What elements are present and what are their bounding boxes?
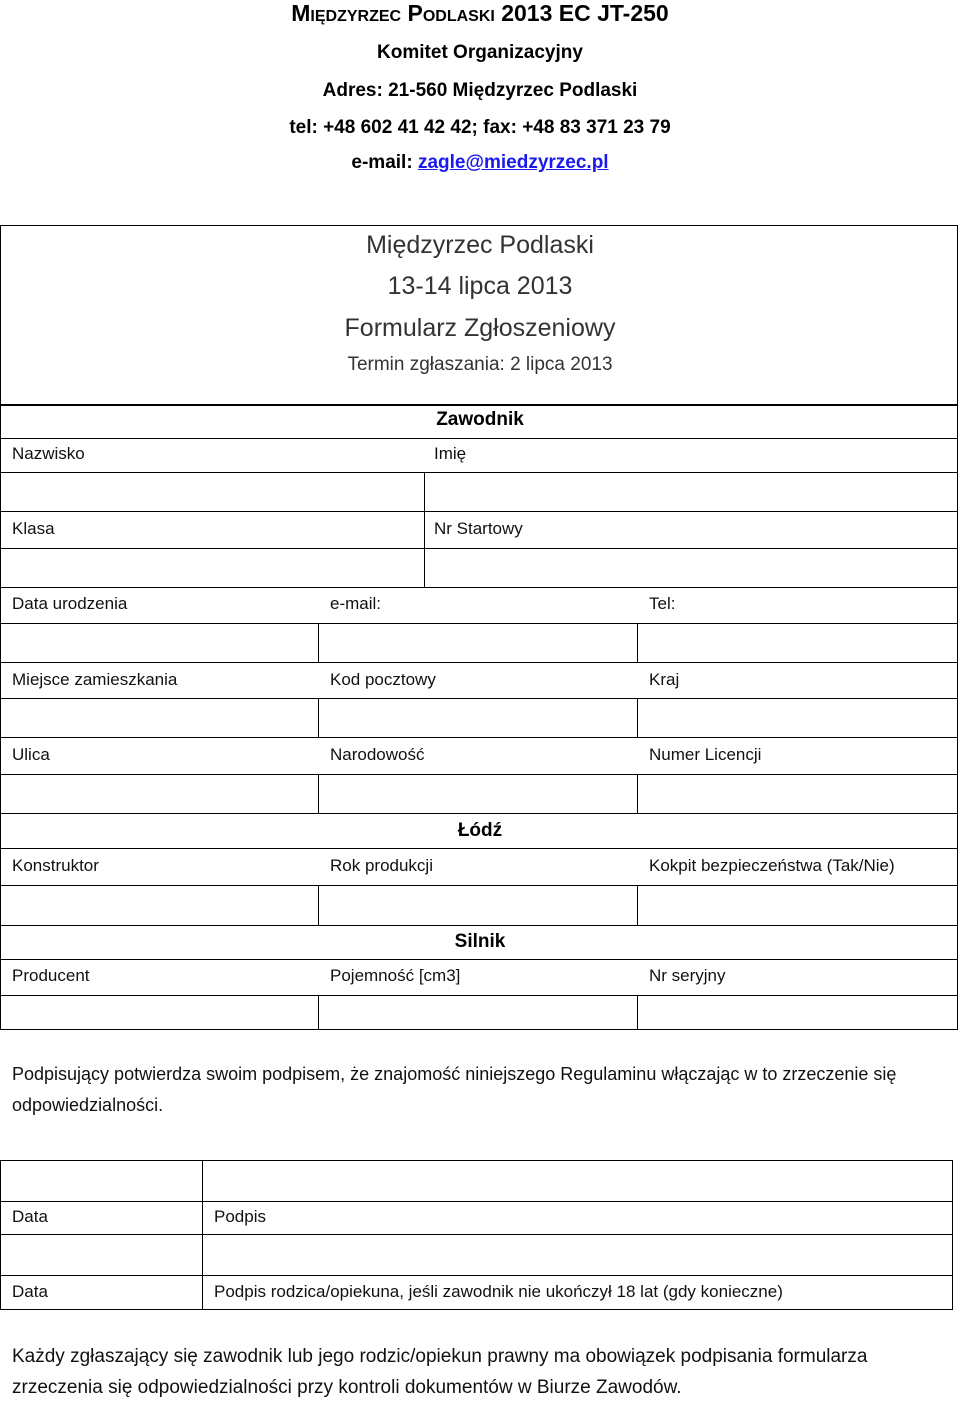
signature-label: Podpis <box>214 1207 266 1226</box>
event-title-rest: 2013 EC JT-250 <box>494 0 669 26</box>
input-first-name[interactable] <box>425 473 957 510</box>
field-production-year-label: Rok produkcji <box>330 856 433 875</box>
form-title: Formularz Zgłoszeniowy <box>344 314 616 342</box>
field-street-label: Ulica <box>12 745 50 764</box>
organizing-committee: Komitet Organizacyjny <box>377 42 583 63</box>
input-country[interactable] <box>638 699 957 736</box>
input-street[interactable] <box>1 775 317 812</box>
field-capacity-label: Pojemność [cm3] <box>330 966 461 985</box>
event-title <box>0 0 960 26</box>
input-class[interactable] <box>1 549 423 586</box>
input-email[interactable] <box>319 624 636 661</box>
field-producer-label: Producent <box>12 966 90 985</box>
event-title-part2: odlaski <box>422 0 495 26</box>
input-postal-code[interactable] <box>319 699 636 736</box>
field-start-number-label: Nr Startowy <box>434 519 523 538</box>
section-engine: Silnik <box>454 931 506 952</box>
form-dates: 13-14 lipca 2013 <box>387 272 573 300</box>
event-title-part1: iędzyrzec <box>310 0 402 26</box>
input-serial-number[interactable] <box>638 996 957 1029</box>
section-competitor: Zawodnik <box>436 409 524 430</box>
field-surname-label: Nazwisko <box>12 444 85 463</box>
field-serial-number-label: Nr seryjny <box>649 966 726 985</box>
input-safety-cockpit[interactable] <box>638 886 957 924</box>
section-boat: Łódź <box>457 820 503 841</box>
input-nationality[interactable] <box>319 775 636 812</box>
input-producer[interactable] <box>1 996 317 1029</box>
field-email-label: e-mail: <box>330 594 382 613</box>
field-class-label: Klasa <box>12 519 55 538</box>
field-postal-code-label: Kod pocztowy <box>330 670 436 689</box>
input-phone[interactable] <box>638 624 957 661</box>
field-license-number-label: Numer Licencji <box>649 745 762 764</box>
input-start-number[interactable] <box>425 549 957 586</box>
declaration-text: Podpisujący potwierdza swoim podpisem, że znajomość niniejszego Regulaminu włączając w to zrzeczenie się odpowiedzialności. <box>12 1064 897 1115</box>
footer-note: Każdy zgłaszający się zawodnik lub jego rodzic/opiekun prawny ma obowiązek podpisania formularza zrzeczenia się odpowiedzialności przy kontroli dokumentów w Biurze Zawodów. <box>12 1346 868 1398</box>
input-signature[interactable] <box>203 1161 952 1200</box>
phone-fax: tel: +48 602 41 42 42; fax: +48 83 371 23 79 <box>289 117 671 138</box>
event-title-prefix: M <box>291 0 311 26</box>
field-birth-date-label: Data urodzenia <box>12 594 128 613</box>
signature-date-label: Data <box>12 1207 48 1226</box>
field-constructor-label: Konstruktor <box>12 856 99 875</box>
field-safety-cockpit-label: Kokpit bezpieczeństwa (Tak/Nie) <box>649 856 895 875</box>
input-constructor[interactable] <box>1 886 317 924</box>
form-deadline: Termin zgłaszania: 2 lipca 2013 <box>347 354 613 375</box>
field-first-name-label: Imię <box>434 444 467 463</box>
form-city: Międzyrzec Podlaski <box>366 231 594 259</box>
guardian-signature-label: Podpis rodzica/opiekuna, jeśli zawodnik nie ukończył 18 lat (gdy konieczne) <box>214 1282 783 1301</box>
input-guardian-signature[interactable] <box>203 1235 952 1274</box>
input-guardian-date[interactable] <box>1 1235 201 1274</box>
input-signature-date[interactable] <box>1 1161 201 1200</box>
event-title-gap: P <box>401 0 423 26</box>
input-license-number[interactable] <box>638 775 957 812</box>
guardian-date-label: Data <box>12 1282 48 1301</box>
input-residence[interactable] <box>1 699 317 736</box>
input-capacity[interactable] <box>319 996 636 1029</box>
field-residence-label: Miejsce zamieszkania <box>12 670 178 689</box>
field-phone-label: Tel: <box>649 594 676 613</box>
field-country-label: Kraj <box>649 670 680 689</box>
email-link[interactable]: zagle@miedzyrzec.pl <box>417 152 609 173</box>
email-line <box>0 152 960 174</box>
address: Adres: 21-560 Międzyrzec Podlaski <box>322 80 638 101</box>
field-nationality-label: Narodowość <box>330 745 425 764</box>
input-birth-date[interactable] <box>1 624 317 661</box>
email-label: e-mail: <box>351 152 418 173</box>
input-production-year[interactable] <box>319 886 636 924</box>
